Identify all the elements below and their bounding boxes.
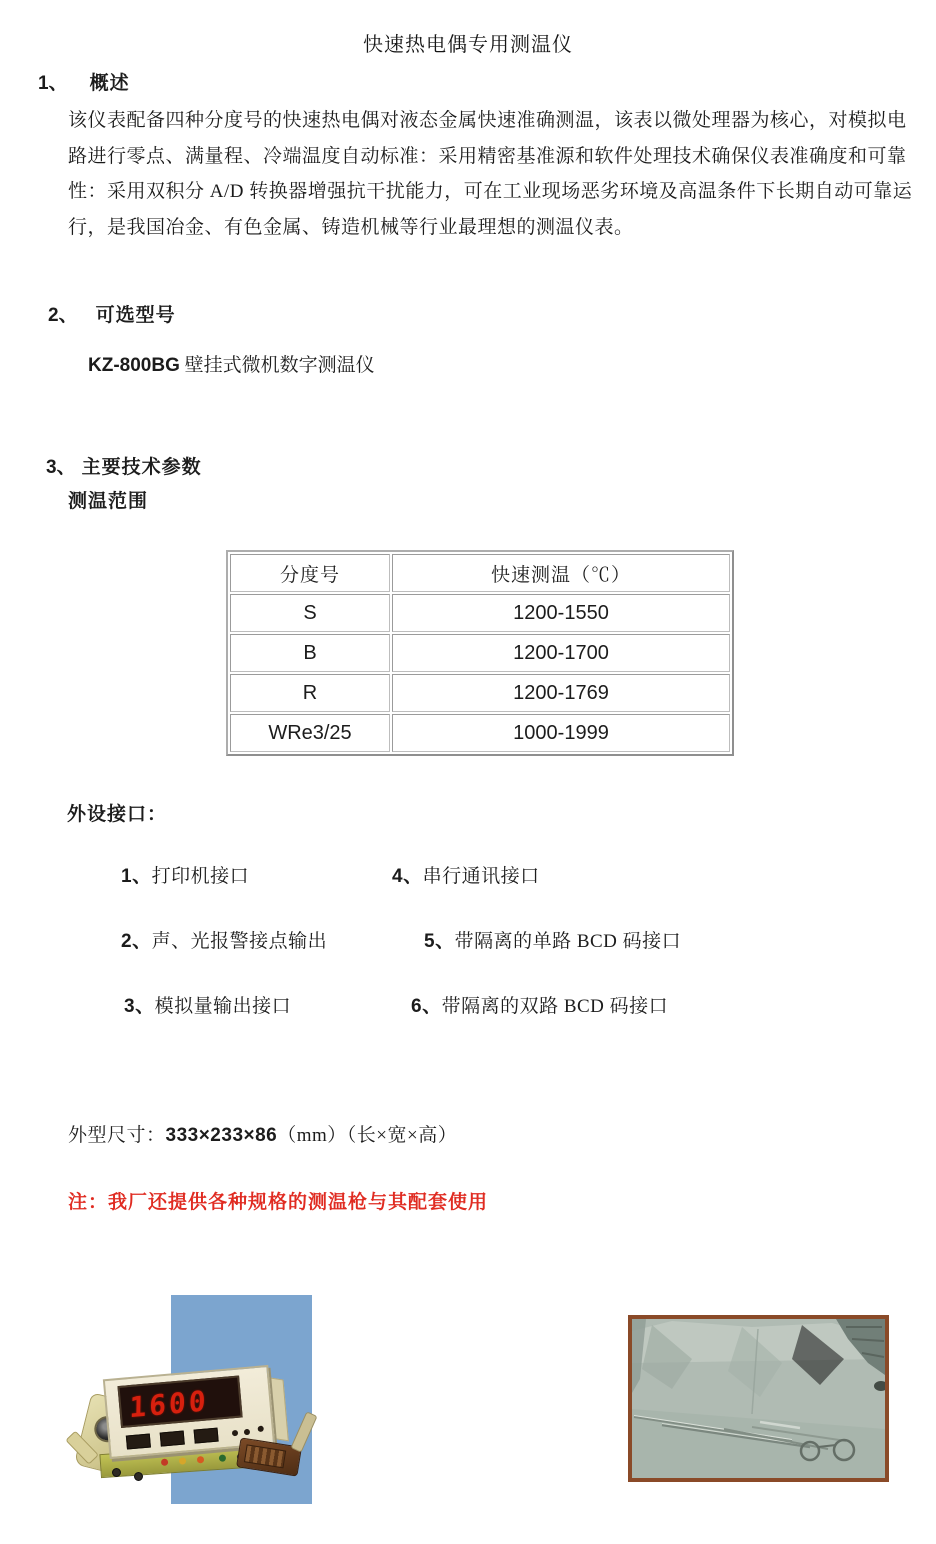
paragraph-line: 该仪表配备四种分度号的快速热电偶对液态金属快速准确测温，该表以微处理器为核心，对模拟电 (68, 110, 907, 131)
dimensions-label: 外型尺寸： (68, 1125, 166, 1146)
interface-item-number: 6、 (411, 996, 442, 1017)
section-2-title: 可选型号 (95, 305, 176, 326)
table-cell-range: 1200-1769 (392, 674, 730, 712)
probes-photo (628, 1315, 889, 1482)
table-cell-range: 1200-1700 (392, 634, 730, 672)
temperature-range-table (226, 550, 734, 756)
section-1-title: 概述 (89, 73, 130, 94)
dimensions-suffix: （mm）（长×宽×高） (277, 1125, 458, 1146)
probes-photo-image (632, 1319, 885, 1478)
connector-dot (219, 1454, 226, 1461)
bracket-grid (244, 1444, 286, 1468)
interface-item-number: 3、 (124, 996, 155, 1017)
connector-dot (161, 1458, 168, 1465)
indicator-dot (244, 1429, 251, 1436)
interface-item-4 (392, 861, 540, 888)
connector-dot (179, 1457, 186, 1464)
factory-note: 注：我厂还提供各种规格的测温枪与其配套使用 (68, 1192, 489, 1213)
section-3-number: 3、 (46, 457, 76, 478)
led-display-value: 1600 (129, 1384, 209, 1425)
table-header-index: 分度号 (230, 554, 390, 592)
interface-item-label: 声、光报警接点输出 (151, 931, 328, 952)
interfaces-heading: 外设接口： (67, 804, 168, 825)
interface-item-label: 打印机接口 (151, 866, 250, 887)
dimensions-value: 333×233×86 (165, 1125, 278, 1146)
section-2-heading (48, 300, 176, 327)
table-cell-type: WRe3/25 (230, 714, 390, 752)
interface-item-1 (121, 861, 249, 888)
table-cell-range: 1000-1999 (392, 714, 730, 752)
instrument-knob (134, 1472, 143, 1481)
section-2-number: 2、 (48, 305, 78, 326)
front-button (194, 1428, 219, 1444)
front-button (160, 1431, 185, 1447)
section-3-heading (46, 452, 202, 479)
interface-item-number: 4、 (392, 866, 423, 887)
interface-item-3 (124, 991, 291, 1018)
table-cell-range: 1200-1550 (392, 594, 730, 632)
interface-item-2 (121, 926, 327, 953)
indicator-dot (257, 1426, 264, 1433)
table-cell-type: S (230, 594, 390, 632)
instrument-photo (60, 1280, 380, 1520)
overview-paragraph (68, 103, 913, 245)
section-1-number: 1、 (38, 73, 68, 94)
section-1-heading (38, 68, 130, 95)
table-cell-type: R (230, 674, 390, 712)
table-row (230, 594, 730, 632)
paragraph-line: 路进行零点、满量程、冷端温度自动标准：采用精密基准源和软件处理技术确保仪表准确度和可靠 (68, 145, 907, 167)
table-row (230, 634, 730, 672)
clamp-tail (65, 1431, 99, 1465)
interface-item-number: 2、 (121, 931, 152, 952)
interface-item-number: 1、 (121, 866, 152, 887)
table-cell-type: B (230, 634, 390, 672)
model-description: 壁挂式微机数字测温仪 (179, 355, 375, 376)
table-header-range: 快速测温（℃） (392, 554, 730, 592)
interface-item-label: 串行通讯接口 (422, 866, 540, 887)
table-header-row (230, 554, 730, 592)
model-code: KZ-800BG (88, 355, 180, 376)
table-row (230, 714, 730, 752)
indicator-dot (232, 1430, 239, 1437)
connector-dot (197, 1456, 204, 1463)
led-display (117, 1376, 242, 1428)
model-line (88, 350, 375, 377)
interface-item-label: 模拟量输出接口 (154, 996, 292, 1017)
paragraph-line: 性：采用双积分 A/D 转换器增强抗干扰能力，可在工业现场恶劣环境及高温条件下长期自动可靠运 (68, 181, 913, 202)
interface-item-label: 带隔离的单路 BCD 码接口 (454, 931, 682, 952)
table-row (230, 674, 730, 712)
page-title: 快速热电偶专用测温仪 (363, 34, 573, 56)
instrument-knob (112, 1468, 121, 1477)
interface-item-5 (424, 926, 681, 953)
section-3-title: 主要技术参数 (81, 457, 202, 478)
interface-item-6 (411, 991, 668, 1018)
paragraph-line: 行，是我国冶金、有色金属、铸造机械等行业最理想的测温仪表。 (68, 216, 634, 238)
front-button (126, 1434, 151, 1450)
range-subheading: 测温范围 (68, 491, 149, 512)
dimensions-line (68, 1120, 457, 1147)
interface-item-label: 带隔离的双路 BCD 码接口 (441, 996, 669, 1017)
interface-item-number: 5、 (424, 931, 455, 952)
